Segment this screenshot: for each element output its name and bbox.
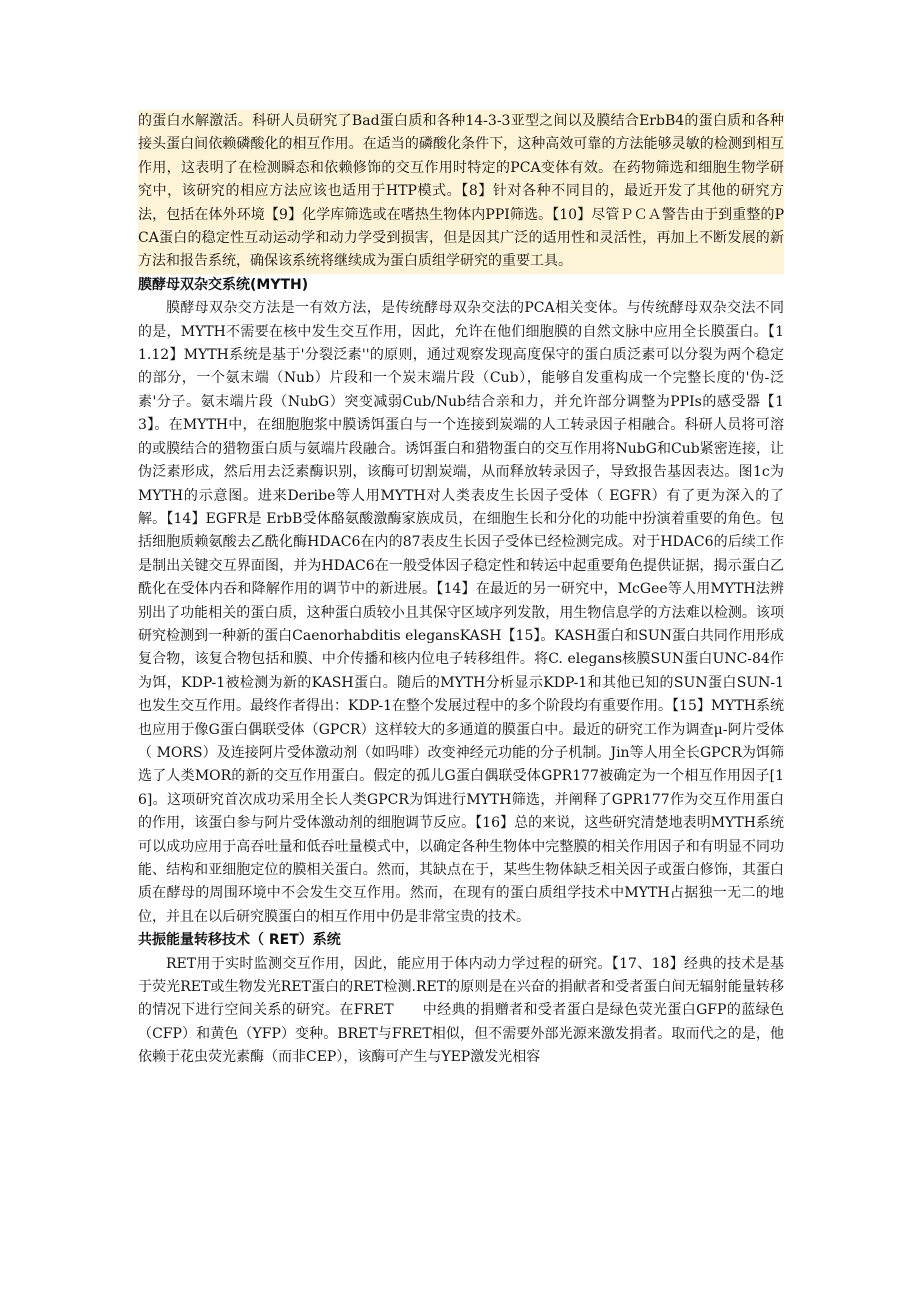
section-heading-myth: 膜酵母双杂交系统(MYTH) — [138, 276, 309, 293]
document-page — [138, 110, 784, 1070]
paragraph-ret-body: RET用于实时监测交互作用，因此，能应用于体内动力学过程的研究。【17、18】经典的技术是基于荧光RET或生物发光RET蛋白的RET检测.RET的原则是在兴奋的捐献者和受者蛋白间无辐射能量转移的情况下进行空间关系的研究。在FRET 中经典的捐赠者和受者蛋白是绿色荧光蛋白GFP的蓝绿色（CFP）和黄色（YFP）变种。BRET与FRET相似，但不需要外部光源来激发捐者。取而代之的是，他依赖于花虫荧光素酶（而非CEP），该酶可产生与YEP激发光相容 — [138, 955, 784, 1066]
paragraph-myth-body: 膜酵母双杂交方法是一有效方法，是传统酵母双杂交法的PCA相关变体。与传统酵母双杂交法不同的是，MYTH不需要在核中发生交互作用，因此，允许在他们细胞膜的自然文脉中应用全长膜蛋白。【11.12】MYTH系统是基于'分裂泛素''的原则，通过观察发现高度保守的蛋白质泛素可以分裂为两个稳定的部分，一个氨末端（Nub）片段和一个炭末端片段（Cub），能够自发重构成一个完整长度的'伪-泛素'分子。氨末端片段（NubG）突变减弱Cub/Nub结合亲和力，并允许部分调整为PPIs的感受器【13】。在MYTH中，在细胞胞浆中膜诱饵蛋白与一个连接到炭端的人工转录因子相融合。科研人员将可溶的或膜结合的猎物蛋白质与氨端片段融合。诱饵蛋白和猎物蛋白的交互作用将NubG和Cub紧密连接，让伪泛素形成，然后用去泛素酶识别，该酶可切割炭端，从而释放转录因子，导致报告基因表达。图1c为MYTH的示意图。进来Deribe等人用MYTH对人类表皮生长因子受体（ EGFR）有了更为深入的了解。【14】EGFR是 ErbB受体酪氨酸激酶家族成员，在细胞生长和分化的功能中扮演着重要的角色。包括细胞质赖氨酸去乙酰化酶HDAC6在内的87表皮生长因子受体已经检测完成。对于HDAC6的后续工作是制出关键交互界面图，并为HDAC6在一般受体因子稳定性和转运中起重要角色提供证据，揭示蛋白乙酰化在受体内吞和降解作用的调节中的新进展。【14】在最近的另一研究中，McGee等人用MYTH法辨别出了功能相关的蛋白质，这种蛋白质较小且其保守区域序列发散，用生物信息学的方法难以检测。该项研究检测到一种新的蛋白Caenorhabditis elegansKASH【15】。KASH蛋白和SUN蛋白共同作用形成复合物，该复合物包括和膜、中介传播和核内位电子转移组件。将C. elegans核膜SUN蛋白UNC-84作为饵，KDP-1被检测为新的KASH蛋白。随后的MYTH分析显示KDP-1和其他已知的SUN蛋白SUN-1也发生交互作用。最终作者得出：KDP-1在整个发展过程中的多个阶段均有重要作用。【15】MYTH系统也应用于像G蛋白偶联受体（GPCR）这样较大的多通道的膜蛋白中。最近的研究工作为调查μ-阿片受体（ MORS）及连接阿片受体激动剂（如吗啡）改变神经元功能的分子机制。Jin等人用全长GPCR为饵筛选了人类MOR的新的交互作用蛋白。假定的孤儿G蛋白偶联受体GPR177被确定为一个相互作用因子[16]。这项研究首次成功采用全长人类GPCR为饵进行MYTH筛选，并阐释了GPR177作为交互作用蛋白的作用，该蛋白参与阿片受体激动剂的细胞调节反应。【16】总的来说，这些研究清楚地表明MYTH系统可以成功应用于高吞吐量和低吞吐量模式中，以确定各种生物体中完整膜的相关作用因子和有明显不同功能、结构和亚细胞定位的膜相关蛋白。然而，其缺点在于，某些生物体缺乏相关因子或蛋白修饰，其蛋白质在酵母的周围环境中不会发生交互作用。然而，在现有的蛋白质组学技术中MYTH占据独一无二的地位，并且在以后研究膜蛋白的相互作用中仍是非常宝贵的技术。 — [138, 300, 784, 925]
section-heading-ret: 共振能量转移技术（ RET）系统 — [138, 932, 341, 949]
paragraph-pca-conclusion: 的蛋白水解激活。科研人员研究了Bad蛋白质和各种14-3-3亚型之间以及膜结合ErbB4的蛋白质和各种接头蛋白间依赖磷酸化的相互作用。在适当的磷酸化条件下，这种高效可靠的方法能够灵敏的检测到相互作用，这表明了在检测瞬态和依赖修饰的交互作用时特定的PCA变体有效。在药物筛选和细胞生物学研究中，该研究的相应方法应该也适用于HTP模式。【8】针对各种不同目的，最近开发了其他的研究方法，包括在体外环境【9】化学库筛选或在嗜热生物体内PPI筛选。【10】尽管ＰＣＡ警告由于到重整的PCA蛋白的稳定性互动运动学和动力学受到损害，但是因其广泛的适用性和灵活性，再加上不断发展的新方法和报告系统，确保该系统将继续成为蛋白质组学研究的重要工具。 — [138, 110, 784, 274]
